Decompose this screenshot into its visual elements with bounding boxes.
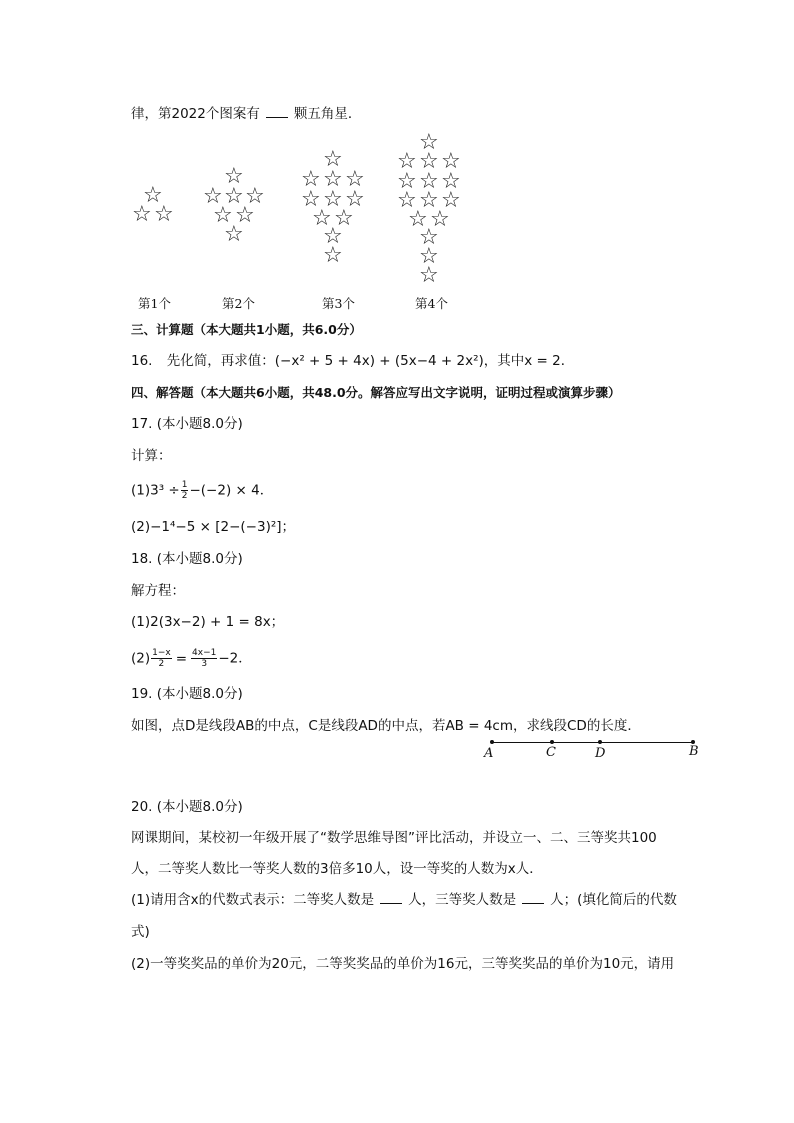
q20-line-3-b: 人，三等奖人数是 [408,892,517,908]
q16-number: 16. [131,353,153,369]
q18-intro: 解方程： [131,583,185,599]
star-icon: ☆ [312,206,332,231]
star-icon: ☆ [235,203,255,228]
q20-line-3-c: 人；(填化简后的代数 [550,892,677,908]
q20-line-2: 人，二等奖人数比一等奖人数的3倍多10人，设一等奖的人数为x人． [131,861,543,877]
point-d-label: D [595,746,606,761]
star-icon: ☆ [132,202,152,227]
star-icon: ☆ [154,202,174,227]
q20-answer-blank-2[interactable] [522,891,544,904]
q18-part-1: (1)2(3x−2) + 1 = 8x； [131,614,285,630]
point-a-dot [490,740,494,744]
point-b-label: B [689,744,699,759]
star-icon: ☆ [441,188,461,213]
q18-part-2-a: (2) [131,650,151,667]
star-icon: ☆ [323,187,343,212]
q17-part-1-a: (1)3³ ÷ [131,482,180,499]
star-icon: ☆ [301,167,321,192]
star-icon: ☆ [419,225,439,250]
point-d-dot [598,740,602,744]
q18-fraction-1 [151,648,172,669]
pattern-3-label: 第3个 [322,296,355,311]
star-icon: ☆ [323,147,343,172]
star-icon: ☆ [419,130,439,155]
point-a-label: A [484,746,494,761]
q19-header: 19. (本小题8.0分) [131,686,243,702]
star-icon: ☆ [323,167,343,192]
segment-ab [492,742,694,743]
q18-fraction-2 [191,648,217,669]
pattern-1-label: 第1个 [138,296,171,311]
star-icon: ☆ [397,149,417,174]
q17-part-1-b: −(−2) × 4． [189,482,274,499]
q20-line-3 [131,890,677,910]
star-icon: ☆ [323,243,343,268]
q18-part-2 [131,648,252,669]
star-icon: ☆ [441,169,461,194]
star-icon: ☆ [408,207,428,232]
star-icon: ☆ [224,164,244,189]
star-icon: ☆ [419,188,439,213]
fraction-numerator: 4x−1 [192,648,217,658]
star-icon: ☆ [397,188,417,213]
fraction-denominator: 3 [201,659,208,669]
fraction-numerator: 1 [181,480,188,490]
pattern-4-label: 第4个 [415,296,448,311]
star-icon: ☆ [323,224,343,249]
fraction-denominator: 2 [158,659,165,669]
q19-text: 如图，点D是线段AB的中点，C是线段AD的中点，若AB = 4cm，求线段CD的长度． [131,718,641,734]
q20-answer-blank-1[interactable] [380,891,402,904]
q17-part-1 [131,480,273,501]
q17-header: 17. (本小题8.0分) [131,416,243,432]
section-4-title: 四、解答题（本大题共6小题，共48.0分。解答应写出文字说明，证明过程或演算步骤） [131,385,621,400]
q15-text [131,104,361,124]
star-icon: ☆ [430,207,450,232]
q18-equals: = [175,650,188,667]
star-icon: ☆ [143,183,163,208]
star-icon: ☆ [301,187,321,212]
q20-line-5: (2)一等奖奖品的单价为20元，二等奖奖品的单价为16元，三等奖奖品的单价为10元，请用 [131,956,675,972]
q20-line-4: 式) [131,924,150,940]
star-icon: ☆ [213,203,233,228]
star-icon: ☆ [224,184,244,209]
question-16 [131,351,574,371]
section-3-title: 三、计算题（本大题共1小题，共6.0分） [131,322,362,337]
q17-fraction [181,480,189,501]
star-icon: ☆ [245,184,265,209]
star-icon: ☆ [419,149,439,174]
star-icon: ☆ [397,169,417,194]
star-icon: ☆ [224,222,244,247]
star-icon: ☆ [345,167,365,192]
star-icon: ☆ [419,263,439,288]
q16-text: 先化简，再求值：(−x² + 5 + 4x) + (5x−4 + 2x²)，其中x = 2． [166,353,575,369]
fraction-denominator: 2 [181,491,188,501]
star-icon: ☆ [419,244,439,269]
star-icon: ☆ [345,187,365,212]
fraction-numerator: 1−x [152,648,171,658]
q20-line-1: 网课期间，某校初一年级开展了“数学思维导图”评比活动，并设立一、二、三等奖共100 [131,830,657,846]
q20-line-3-a: (1)请用含x的代数式表示：二等奖人数是 [131,892,375,908]
q17-intro: 计算： [131,448,172,464]
point-c-label: C [546,745,556,760]
star-icon: ☆ [441,149,461,174]
q15-text-before: 律，第2022个图案有 [131,106,260,122]
q17-part-2: (2)−1⁴−5 × [2−(−3)²]； [131,519,296,535]
q15-answer-blank[interactable] [266,105,288,118]
q15-text-after: 颗五角星． [293,106,362,122]
star-icon: ☆ [334,206,354,231]
q18-part-2-b: −2． [218,650,252,667]
pattern-2-label: 第2个 [222,296,255,311]
q18-header: 18. (本小题8.0分) [131,551,243,567]
q20-header: 20. (本小题8.0分) [131,799,243,815]
star-icon: ☆ [203,184,223,209]
star-icon: ☆ [419,169,439,194]
point-c-dot [550,740,554,744]
